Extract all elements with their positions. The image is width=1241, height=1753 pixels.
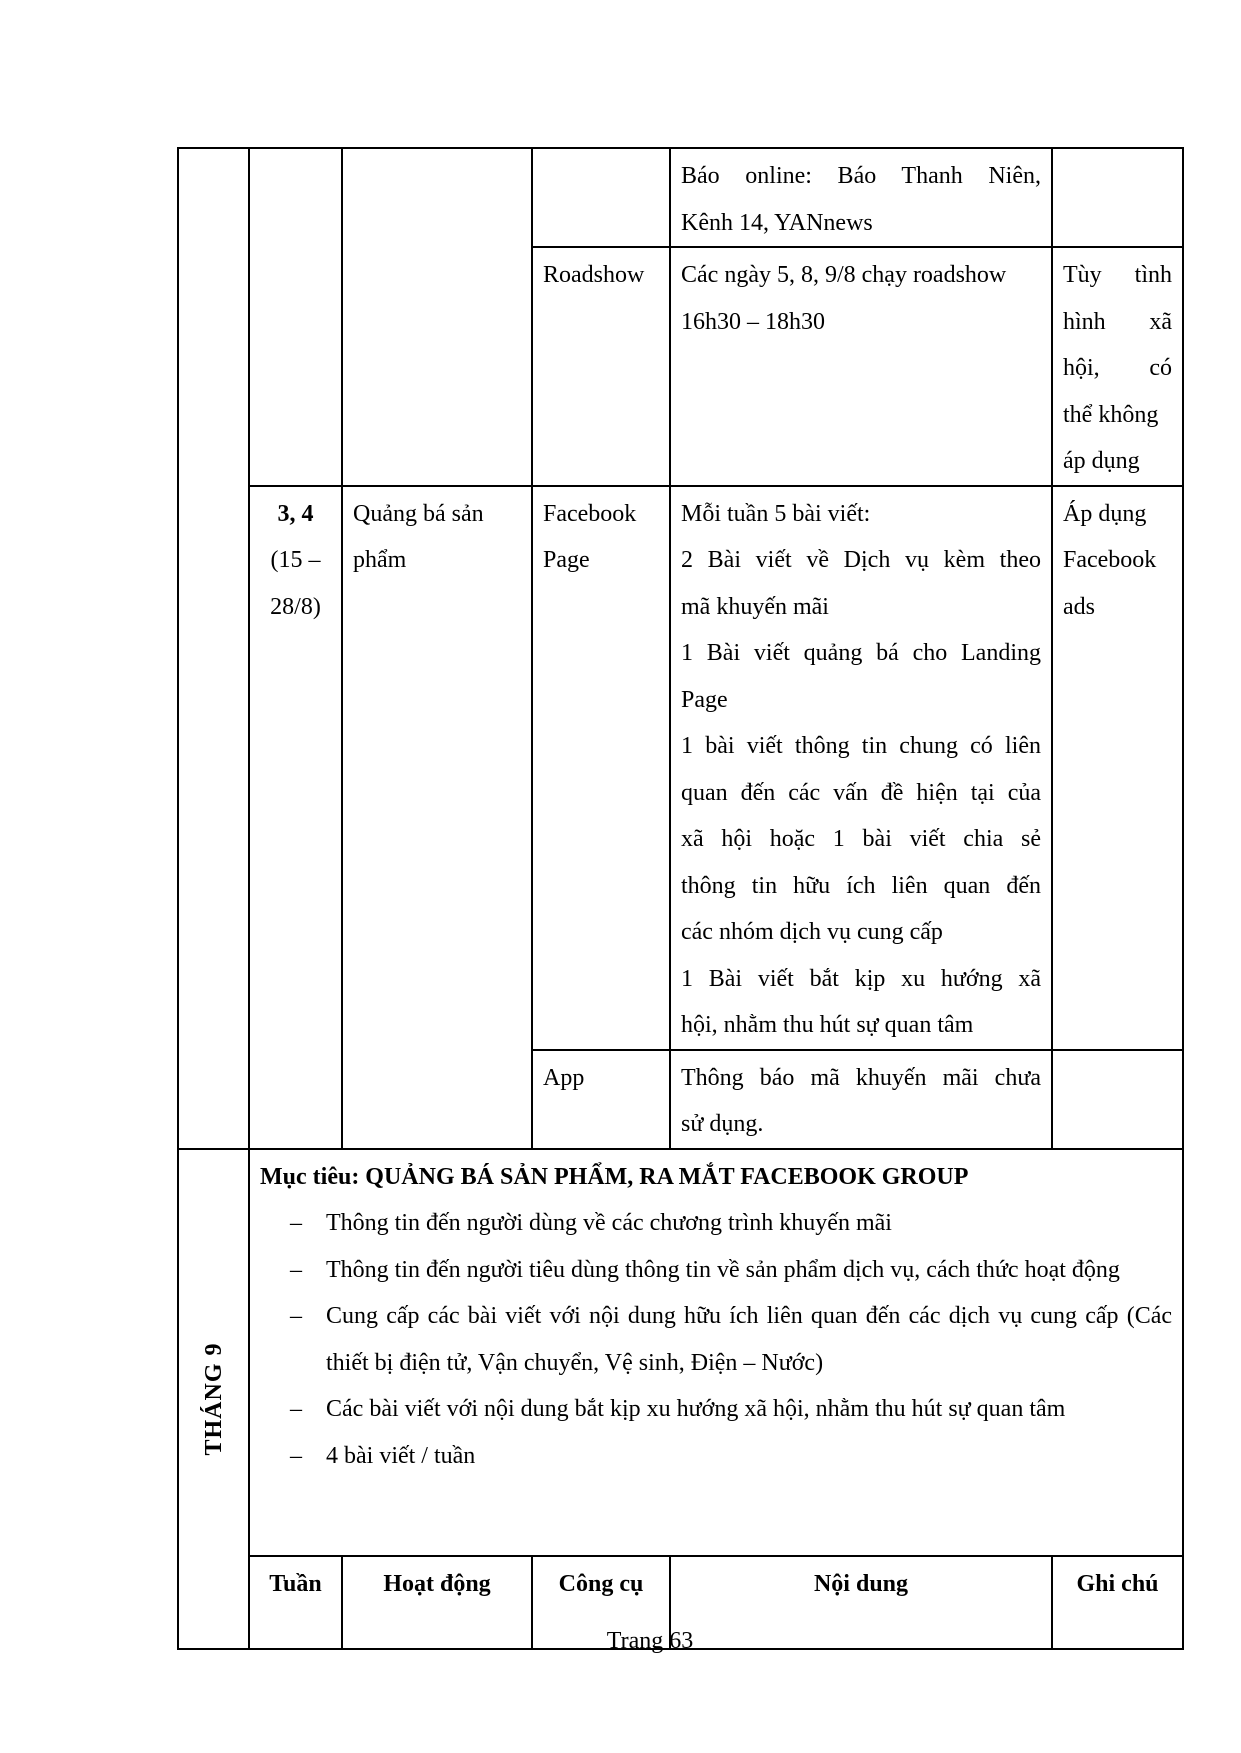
content-line: Báo online: Báo Thanh Niên, (681, 163, 1041, 189)
dash-bullet-icon: – (290, 1256, 302, 1283)
header-note: Ghi chú (1052, 1556, 1183, 1649)
week-range: 28/8) (270, 593, 321, 620)
content-line: Thông báo mã khuyến mãi chưa (681, 1064, 1041, 1091)
goal-item: – Các bài viết với nội dung bắt kịp xu hướng xã hội, nhằm thu hút sự quan tâm (260, 1386, 1172, 1433)
content-line: 2 Bài viết về Dịch vụ kèm theo (681, 547, 1041, 573)
header-activity: Hoạt động (342, 1556, 532, 1649)
content-line: các nhóm dịch vụ cung cấp (681, 919, 943, 945)
note-line: thể không (1063, 401, 1159, 428)
tool-cell: App (532, 1050, 670, 1149)
table-row (178, 486, 1183, 1050)
marketing-plan-table (177, 147, 1184, 1650)
header-content: Nội dung (670, 1556, 1052, 1649)
dash-bullet-icon: – (290, 1442, 302, 1469)
page-number: Trang 63 (606, 1628, 694, 1654)
activity-cell: Quảng bá sản phẩm (342, 486, 532, 1149)
week-number: 3, 4 (277, 500, 314, 527)
tool-cell (532, 148, 670, 247)
table-row (178, 1149, 1183, 1556)
note-line: ads (1063, 593, 1095, 620)
month-cell-august (178, 148, 249, 1149)
note-line: Facebook (1063, 547, 1157, 573)
note-line: áp dụng (1063, 448, 1140, 474)
note-line: Áp dụng (1063, 500, 1147, 527)
header-week: Tuần (249, 1556, 342, 1649)
content-line: sử dụng. (681, 1111, 764, 1137)
goal-cell (249, 1149, 1183, 1556)
note-line: Tùy tình (1063, 262, 1172, 288)
note-cell (1052, 486, 1183, 1050)
tool-line: Facebook (543, 500, 637, 527)
content-line: thông tin hữu ích liên quan đến (681, 872, 1041, 899)
week-cell (249, 486, 342, 1149)
content-cell (670, 148, 1052, 247)
content-line: quan đến các vấn đề hiện tại của (681, 779, 1041, 806)
note-line: hội, có (1063, 355, 1172, 381)
tool-cell: Roadshow (532, 247, 670, 486)
goal-item: – 4 bài viết / tuần (260, 1433, 1172, 1480)
week-range: (15 – (270, 547, 321, 573)
content-line: Kênh 14, YANnews (681, 209, 873, 236)
content-line: xã hội hoặc 1 bài viết chia sẻ (681, 826, 1041, 852)
content-line: mã khuyến mãi (681, 593, 829, 620)
goal-item: – Thông tin đến người dùng về các chương trình khuyến mãi (260, 1200, 1172, 1247)
tool-cell (532, 486, 670, 1050)
month-cell-september (178, 1149, 249, 1649)
content-line: 1 Bài viết bắt kịp xu hướng xã (681, 965, 1041, 992)
content-line: Mỗi tuần 5 bài viết: (681, 500, 871, 527)
content-cell (670, 247, 1052, 486)
content-cell (670, 486, 1052, 1050)
content-line: 1 Bài viết quảng bá cho Landing (681, 640, 1041, 666)
content-line: Các ngày 5, 8, 9/8 chạy roadshow (681, 262, 1007, 288)
note-cell (1052, 148, 1183, 247)
note-line: hình xã (1063, 308, 1172, 335)
goal-item: – Thông tin đến người tiêu dùng thông tin về sản phẩm dịch vụ, cách thức hoạt động (260, 1247, 1172, 1294)
dash-bullet-icon: – (290, 1210, 302, 1236)
content-line: hội, nhằm thu hút sự quan tâm (681, 1012, 974, 1038)
dash-bullet-icon: – (290, 1303, 302, 1329)
tool-line: Page (543, 547, 590, 573)
dash-bullet-icon: – (290, 1396, 302, 1422)
activity-cell-continued (342, 148, 532, 486)
table-row (178, 148, 1183, 247)
goal-list (260, 1200, 1172, 1479)
goal-item: – Cung cấp các bài viết với nội dung hữu ích liên quan đến các dịch vụ cung cấp (Các thiết bị điện tử, Vận chuyển, Vệ sinh, Điện – Nước) (260, 1293, 1172, 1386)
goal-title: Mục tiêu: QUẢNG BÁ SẢN PHẨM, RA MẮT FACEBOOK GROUP (260, 1163, 969, 1190)
content-line: Page (681, 686, 728, 713)
content-cell (670, 1050, 1052, 1149)
note-cell (1052, 1050, 1183, 1149)
content-line: 16h30 – 18h30 (681, 308, 825, 335)
note-cell (1052, 247, 1183, 486)
content-line: 1 bài viết thông tin chung có liên (681, 733, 1041, 759)
header-tool: Công cụ (532, 1556, 670, 1649)
week-cell-continued (249, 148, 342, 486)
month-label: THÁNG 9 (200, 1341, 227, 1456)
